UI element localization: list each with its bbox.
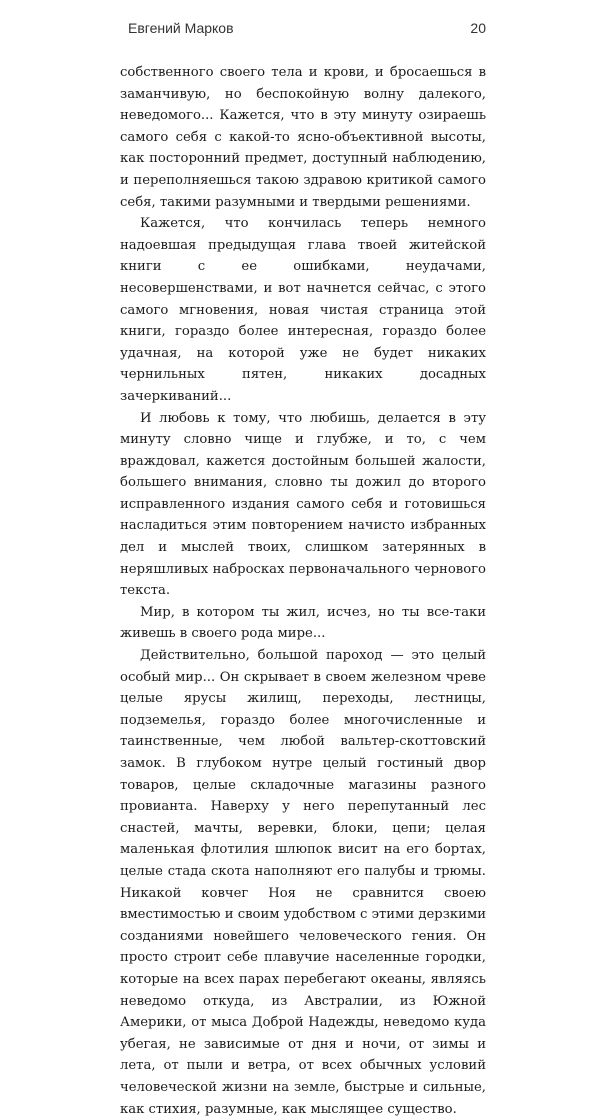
author-name: Евгений Марков xyxy=(128,20,234,36)
running-head xyxy=(128,20,486,42)
paragraph-continued: собственного своего тела и крови, и бросаешься в заманчивую, но беспокойную волну далекого, неведомого... Кажется, что в эту минуту озираешь самого себя с какой-то ясно-объективной высоты, как посторонний предмет, доступный наблюдению, и переполняешься такою здравою критикой самого себя, такими разумными и твердыми решениями. xyxy=(120,65,486,210)
body-text xyxy=(120,62,486,1120)
paragraph: И любовь к тому, что любишь, делается в эту минуту словно чище и глубже, и то, с чем враждовал, кажется достойным большей жалости, большего внимания, словно ты дожил до второго исправленного издания самого себя и готовишься насладиться этим повторением начисто избранных дел и мыслей твоих, слишком затерянных в неряшливых набросках первоначального чернового текста. xyxy=(120,410,486,599)
paragraph: Мир, в котором ты жил, исчез, но ты все-таки живешь в своего рода мире... xyxy=(120,604,486,642)
paragraph: Действительно, большой пароход — это целый особый мир... Он скрывает в своем железном чреве целые ярусы жилищ, переходы, лестницы, подземелья, гораздо более многочисленные и таинственные, чем любой вальтер-скоттовский замок. В глубоком нутре целый гостиный двор товаров, целые складочные магазины разного провианта. Наверху у него перепутанный лес снастей, мачты, веревки, блоки, цепи; целая маленькая флотилия шлюпок висит на его бортах, целые стада скота наполняют его палубы и трюмы. Никакой ковчег Ноя не сравнится своею вместимостью и своим удобством с этими дерзкими созданиями новейшего человеческого гения. Он просто строит себе плавучие населенные городки, которые на всех парах перебегают океаны, являясь неведомо откуда, из Австралии, из Южной Америки, от мыса Доброй Надежды, неведомо куда убегая, не зависимые от дня и ночи, от зимы и лета, от пыли и ветра, от всех обычных условий человеческой жизни на земле, быстрые и сильные, как стихия, разумные, как мыслящее существо. xyxy=(120,648,486,1117)
paragraph: Кажется, что кончилась теперь немного надоевшая предыдущая глава твоей житейской книги с ее ошибками, неудачами, несовершенствами, и вот начнется сейчас, с этого самого мгновения, новая чистая страница этой книги, гораздо более интересная, гораздо более удачная, на которой уже не будет никаких чернильных пятен, никаких досадных зачеркиваний... xyxy=(120,216,486,404)
page-number: 20 xyxy=(470,20,486,36)
